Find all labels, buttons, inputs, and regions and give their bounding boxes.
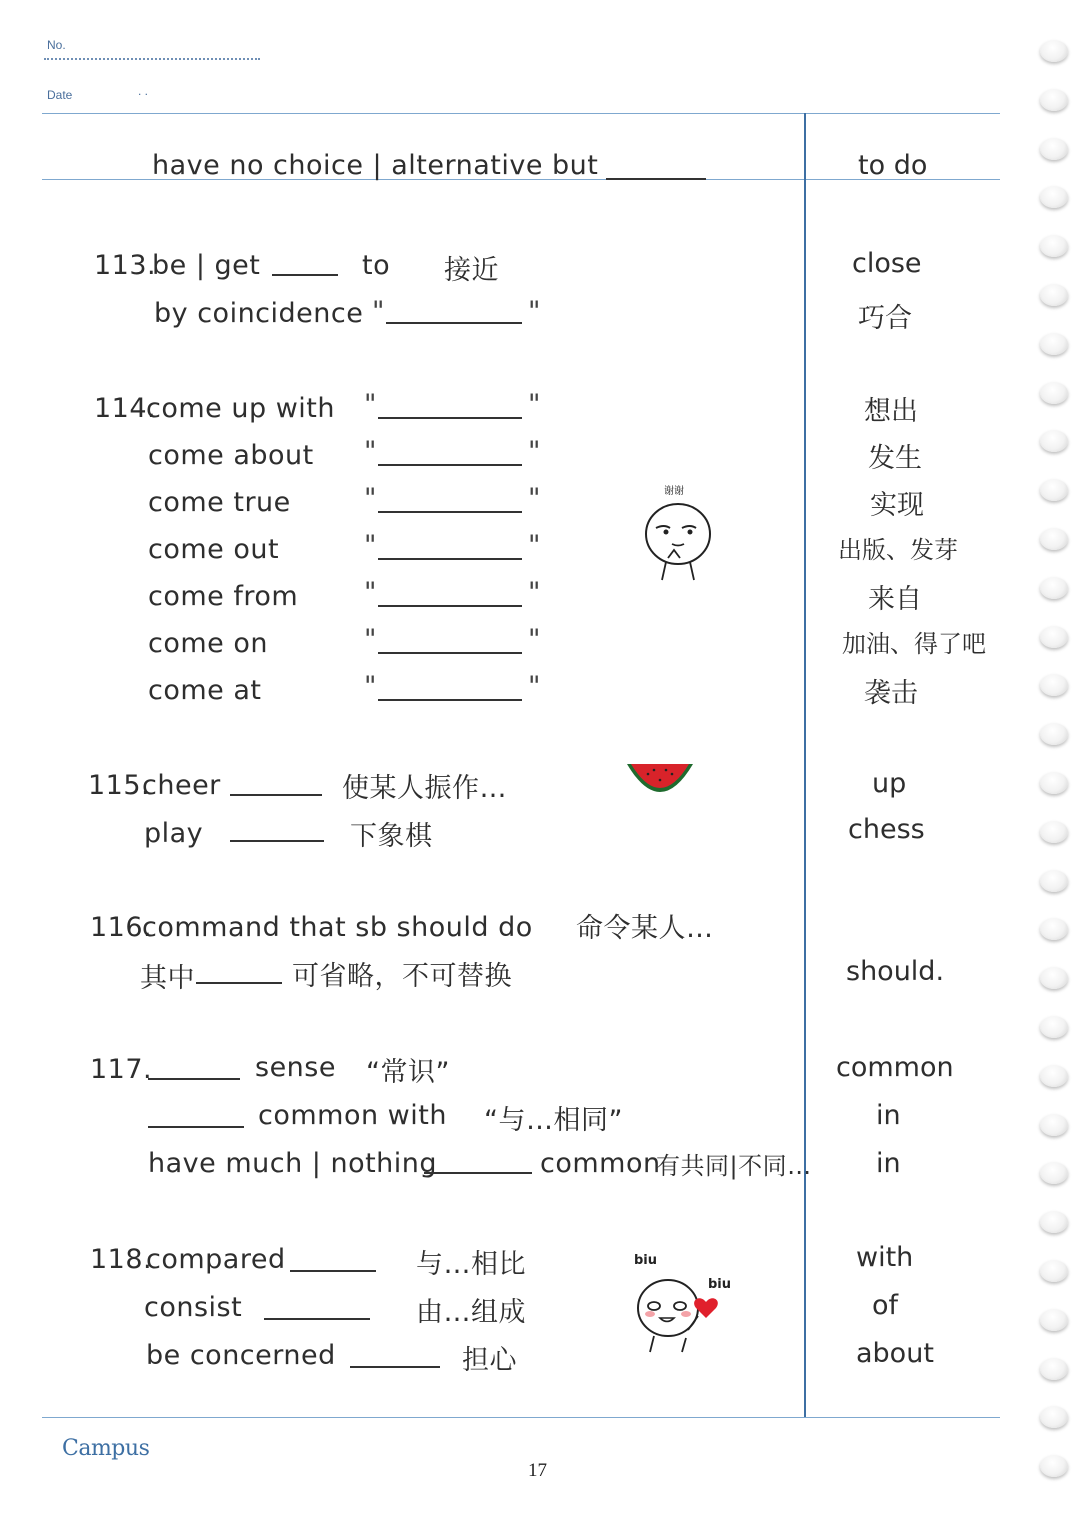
- quote-mark: ": [364, 483, 377, 514]
- quote-mark: ": [364, 389, 377, 420]
- spiral-ring: [1040, 333, 1068, 355]
- spiral-ring: [1040, 626, 1068, 648]
- spiral-ring: [1040, 186, 1068, 208]
- spiral-ring: [1040, 1358, 1068, 1380]
- quote-mark: ": [528, 624, 541, 655]
- item-114-answer: 来自: [868, 584, 922, 615]
- quote-mark: ": [528, 530, 541, 561]
- spiral-ring: [1040, 382, 1068, 404]
- biu-heart-sticker: [626, 1248, 738, 1358]
- item-114-answer: 发生: [868, 443, 922, 474]
- item-114-answer: 出版、发芽: [838, 536, 958, 564]
- quote-mark: ": [528, 671, 541, 702]
- quote-mark: ": [364, 530, 377, 561]
- no-dotted-line: [44, 58, 260, 60]
- item-118-line1: compared: [146, 1244, 286, 1275]
- spiral-ring: [1040, 1455, 1068, 1477]
- item-116-cn2: 可省略，不可替换: [292, 961, 512, 992]
- item-113-number: 113.: [94, 250, 157, 281]
- item-114-answer: 加油、得了吧: [842, 630, 986, 658]
- item-117-line1: sense: [255, 1052, 336, 1083]
- item-115-blank1: [230, 794, 322, 796]
- item-118-cn3: 担心: [462, 1345, 517, 1376]
- spiral-ring: [1040, 1065, 1068, 1087]
- item-114-phrase: come out: [148, 534, 280, 565]
- spiral-ring: [1040, 821, 1068, 843]
- spiral-ring: [1040, 1114, 1068, 1136]
- quote-mark: ": [528, 483, 541, 514]
- item-114-blank: [378, 464, 522, 466]
- item-117-number: 117.: [90, 1054, 153, 1085]
- item-113-answer2: 巧合: [858, 303, 912, 334]
- top-rule: [42, 113, 1000, 114]
- spiral-ring: [1040, 284, 1068, 306]
- spiral-ring: [1040, 1016, 1068, 1038]
- quote-mark: ": [364, 671, 377, 702]
- item-118-answer2: of: [872, 1290, 899, 1321]
- thanks-sticker-text: 谢谢: [664, 486, 684, 497]
- item-117-answer1: common: [836, 1052, 954, 1083]
- spiral-ring: [1040, 772, 1068, 794]
- spiral-ring: [1040, 870, 1068, 892]
- item-116-cn1: 命令某人…: [576, 913, 714, 944]
- item-114-answer: 想出: [864, 396, 918, 427]
- spiral-ring: [1040, 918, 1068, 940]
- watermelon-icon: [624, 760, 696, 810]
- quote-mark: ": [364, 436, 377, 467]
- spiral-ring: [1040, 1406, 1068, 1428]
- item-115-blank2: [230, 840, 324, 842]
- item-118-line3: be concerned: [146, 1340, 336, 1371]
- date-dots: . .: [138, 84, 149, 98]
- spiral-ring: [1040, 235, 1068, 257]
- item-113-answer1: close: [852, 248, 922, 279]
- item-114-phrase: come about: [148, 440, 314, 471]
- item-117-blank3: [424, 1172, 532, 1174]
- item-116-number: 116.: [90, 912, 153, 943]
- brand-logo: Campus: [62, 1436, 150, 1461]
- item-114-phrase: come up with: [146, 393, 335, 424]
- spiral-ring: [1040, 674, 1068, 696]
- answer-column-divider: [804, 113, 806, 1417]
- quote-mark: ": [364, 577, 377, 608]
- item-117-blank1: [148, 1078, 240, 1080]
- biu-right-text: biu: [708, 1277, 732, 1292]
- quote-mark: ": [364, 624, 377, 655]
- item-113-line2: by coincidence: [154, 298, 364, 329]
- spiral-ring: [1040, 1211, 1068, 1233]
- item-118-line2: consist: [144, 1292, 243, 1323]
- item-114-blank: [378, 511, 522, 513]
- page-number: 17: [528, 1460, 547, 1481]
- item-117-cn3: 有共同|不同…: [656, 1152, 812, 1180]
- item-114-blank: [378, 417, 522, 419]
- spiral-ring: [1040, 1309, 1068, 1331]
- item-113-line1: be | get: [152, 250, 261, 281]
- spiral-ring: [1040, 138, 1068, 160]
- spiral-ring: [1040, 430, 1068, 452]
- item-116-blank: [196, 982, 282, 984]
- item-115-answer1: up: [872, 768, 907, 799]
- spiral-ring: [1040, 967, 1068, 989]
- item-115-line1: cheer: [142, 770, 221, 801]
- item-114-blank: [378, 652, 522, 654]
- item-118-cn2: 由…组成: [416, 1297, 526, 1328]
- item-114-answer: 实现: [870, 490, 924, 521]
- item-118-answer1: with: [856, 1242, 914, 1273]
- row0-phrase: have no choice | alternative but: [152, 150, 599, 181]
- no-label: No.: [47, 38, 66, 52]
- item-118-blank3: [350, 1366, 440, 1368]
- thanks-sticker: [636, 480, 718, 584]
- item-118-cn1: 与…相比: [416, 1249, 526, 1280]
- quote-mark: ": [372, 296, 385, 327]
- row0-answer: to do: [858, 150, 928, 181]
- item-118-number: 118.: [90, 1244, 153, 1275]
- quote-mark: ": [528, 296, 541, 327]
- item-114-blank: [378, 605, 522, 607]
- item-116-line1: command that sb should do: [142, 912, 533, 943]
- spiral-ring: [1040, 577, 1068, 599]
- bottom-rule: [42, 1417, 1000, 1418]
- item-117-cn2: “与…相同”: [484, 1105, 623, 1136]
- item-117-blank2: [148, 1126, 244, 1128]
- item-116-answer: should.: [846, 956, 945, 987]
- item-114-blank: [378, 699, 522, 701]
- item-114-phrase: come from: [148, 581, 299, 612]
- item-114-phrase: come at: [148, 675, 262, 706]
- spiral-ring: [1040, 723, 1068, 745]
- item-118-answer3: about: [856, 1338, 934, 1369]
- item-117-cn1: “常识”: [366, 1057, 450, 1088]
- item-113-blank1: [272, 274, 338, 276]
- item-113-cn: 接近: [444, 255, 499, 286]
- biu-left-text: biu: [634, 1253, 658, 1268]
- item-118-blank1: [290, 1270, 376, 1272]
- item-117-answer2: in: [876, 1100, 901, 1131]
- item-114-phrase: come true: [148, 487, 291, 518]
- item-115-cn2: 下象棋: [350, 821, 433, 852]
- item-117-line3-post: common: [540, 1148, 661, 1179]
- item-113-blank2: [386, 322, 522, 324]
- item-115-answer2: chess: [848, 814, 925, 845]
- item-118-blank2: [264, 1318, 370, 1320]
- spiral-ring: [1040, 40, 1068, 62]
- row0-blank: [606, 178, 706, 180]
- item-115-line2: play: [144, 818, 204, 849]
- item-117-line2: common with: [258, 1100, 447, 1131]
- item-114-blank: [378, 558, 522, 560]
- item-114-number: 114.: [94, 393, 157, 424]
- spiral-ring: [1040, 89, 1068, 111]
- item-114-phrase: come on: [148, 628, 268, 659]
- spiral-ring: [1040, 1260, 1068, 1282]
- item-115-cn1: 使某人振作…: [342, 773, 507, 804]
- item-117-answer3: in: [876, 1148, 901, 1179]
- item-116-pre: 其中: [140, 963, 195, 994]
- item-113-to: to: [362, 250, 391, 281]
- item-115-number: 115.: [88, 770, 151, 801]
- quote-mark: ": [528, 436, 541, 467]
- date-label: Date: [47, 88, 73, 102]
- quote-mark: ": [528, 389, 541, 420]
- item-114-answer: 袭击: [864, 678, 918, 709]
- spiral-ring: [1040, 528, 1068, 550]
- item-117-line3-pre: have much | nothing: [148, 1148, 438, 1179]
- quote-mark: ": [528, 577, 541, 608]
- spiral-ring: [1040, 1162, 1068, 1184]
- spiral-ring: [1040, 479, 1068, 501]
